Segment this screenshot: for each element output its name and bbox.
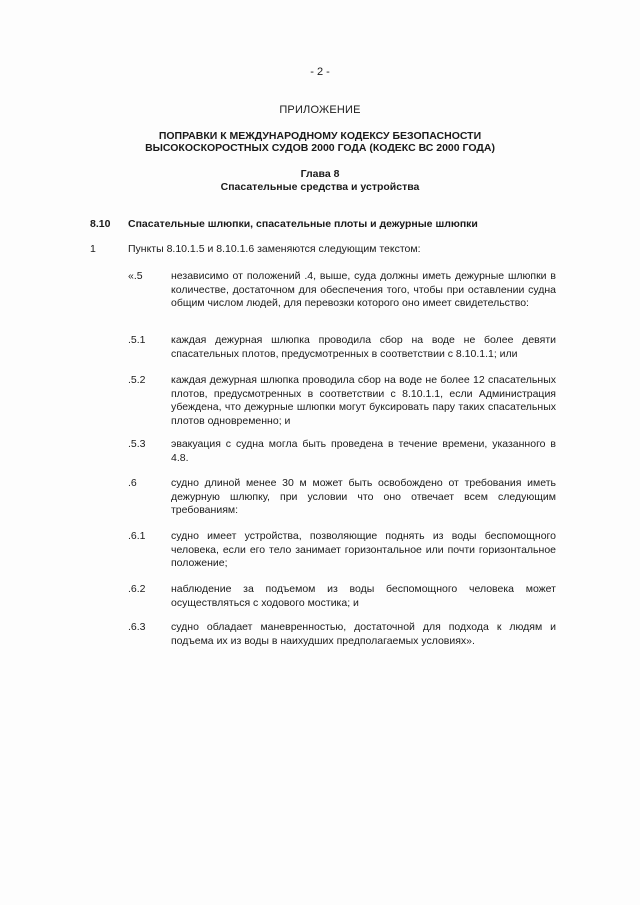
section-number: 8.10 (90, 218, 111, 230)
chapter-label: Глава 8 (300, 168, 340, 180)
chapter-title: Спасательные средства и устройства (220, 181, 420, 193)
paragraph-number: 1 (90, 243, 96, 255)
item-mark: .6.1 (128, 530, 146, 542)
item-mark: «.5 (128, 270, 143, 282)
document-title-line-2: ВЫСОКОСКОРОСТНЫХ СУДОВ 2000 ГОДА (КОДЕКС ВС 2000 ГОДА) (145, 142, 495, 154)
section-title: Спасательные шлюпки, спасательные плоты и дежурные шлюпки (128, 218, 478, 230)
item-text: каждая дежурная шлюпка проводила сбор на воде не более 12 спасательных плотов, предусмотренных в соответствии с 8.10.1.1, если Администрация убеждена, что дежурные шлюпки могут буксировать пару таких спасательных плотов одновременно; и (171, 374, 556, 427)
item-mark: .6.3 (128, 621, 146, 633)
item-mark: .6 (128, 477, 137, 489)
document-title (0, 130, 640, 154)
page-number: - 2 - (310, 66, 330, 78)
paragraph-text: Пункты 8.10.1.5 и 8.10.1.6 заменяются следующим текстом: (128, 243, 421, 255)
item-text: независимо от положений .4, выше, суда должны иметь дежурные шлюпки в количестве, достаточном для обеспечения того, чтобы при оставлении судна общим числом людей, для перевозки которого оно имеет свидетельство: (171, 270, 556, 309)
item-text: эвакуация с судна могла быть проведена в течение времени, указанного в 4.8. (171, 438, 556, 464)
annex-title: ПРИЛОЖЕНИЕ (279, 104, 361, 116)
item-mark: .5.3 (128, 438, 146, 450)
item-text: судно имеет устройства, позволяющие поднять из воды беспомощного человека, если его тело занимает горизонтальное или почти горизонтальное положение; (171, 530, 556, 569)
item-mark: .5.2 (128, 374, 146, 386)
document-title-line-1: ПОПРАВКИ К МЕЖДУНАРОДНОМУ КОДЕКСУ БЕЗОПАСНОСТИ (158, 130, 482, 142)
chapter-heading (0, 168, 640, 194)
item-text: судно длиной менее 30 м может быть освобождено от требования иметь дежурную шлюпку, при условии что оно отвечает всем следующим требованиям: (171, 477, 556, 516)
item-text: наблюдение за подъемом из воды беспомощного человека может осуществляться с ходового мостика; и (171, 583, 556, 609)
item-mark: .6.2 (128, 583, 146, 595)
item-text: судно обладает маневренностью, достаточной для подхода к людям и подъема их из воды в наихудших предполагаемых условиях». (171, 621, 556, 647)
item-text: каждая дежурная шлюпка проводила сбор на воде не более девяти спасательных плотов, предусмотренных в соответствии с 8.10.1.1; или (171, 334, 556, 360)
item-mark: .5.1 (128, 334, 146, 346)
